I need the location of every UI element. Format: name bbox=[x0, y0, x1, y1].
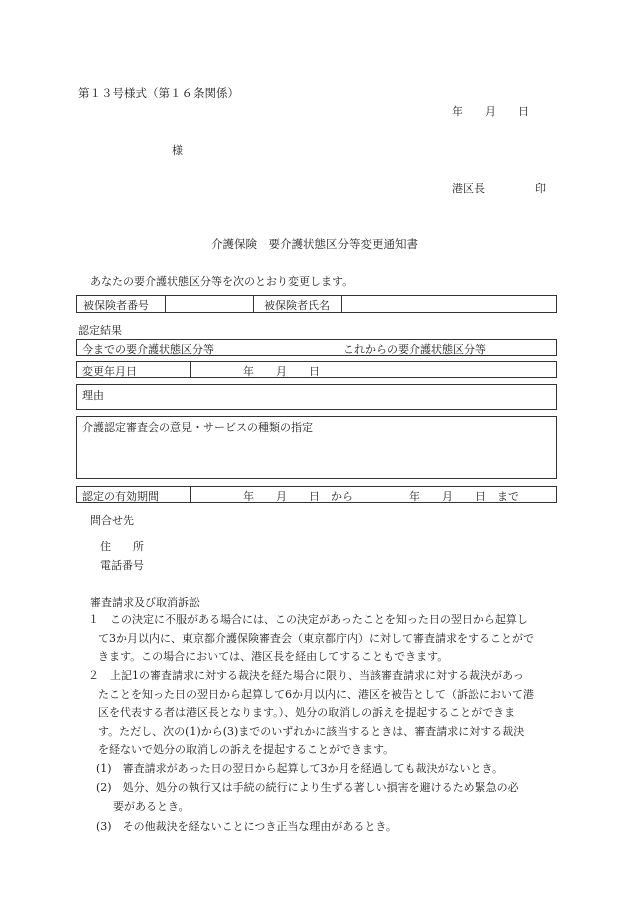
change-date-label: 変更年月日 bbox=[82, 365, 137, 378]
address-label: 住 所 bbox=[100, 540, 144, 553]
item2-line: 要があるとき。 bbox=[113, 799, 190, 813]
validity-from: 年 月 日 から bbox=[243, 490, 353, 503]
item2-line: (2) 処分、処分の執行又は手続の続行により生ずる著しい損害を避けるため緊急の必 bbox=[96, 781, 519, 794]
appeal-para-2 bbox=[88, 667, 534, 760]
para1-line: １ この決定に不服がある場合には、この決定があったことを知った日の翌日から起算し bbox=[88, 613, 528, 626]
insured-name-label: 被保険者氏名 bbox=[264, 299, 330, 312]
change-date-value: 年 月 日 bbox=[243, 365, 320, 378]
opinion-label: 介護認定審査会の意見・サービスの種類の指定 bbox=[82, 421, 313, 434]
validity-label: 認定の有効期間 bbox=[82, 490, 159, 503]
para2-line: を経ないで処分の取消しの訴えを提起することができます。 bbox=[98, 743, 395, 756]
validity-to: 年 月 日 まで bbox=[409, 490, 519, 503]
contact-heading: 問合せ先 bbox=[90, 514, 134, 527]
change-date-row bbox=[76, 361, 557, 378]
prev-level-label: 今までの要介護状態区分等 bbox=[82, 343, 214, 356]
intro-text: あなたの要介護状態区分等を次のとおり変更します。 bbox=[90, 275, 354, 288]
form-number: 第１３号様式（第１６条関係） bbox=[78, 86, 239, 100]
new-level-label: これからの要介護状態区分等 bbox=[343, 343, 486, 356]
appeal-heading: 審査請求及び取消訴訟 bbox=[90, 596, 200, 609]
issuer: 港区長 bbox=[452, 182, 485, 195]
insured-number-label: 被保険者番号 bbox=[83, 299, 149, 312]
para2-line: たことを知った日の翌日から起算して6か月以内に、港区を被告として（訴訟において港 bbox=[98, 687, 534, 701]
appeal-para-1 bbox=[88, 611, 534, 667]
recipient-suffix: 様 bbox=[172, 144, 183, 157]
para2-line: ２ 上記1の審査請求に対する裁決を経た場合に限り、当該審査請求に対する裁決があっ bbox=[88, 669, 524, 682]
seal: 印 bbox=[535, 182, 546, 195]
level-row bbox=[76, 339, 557, 356]
reason-label: 理由 bbox=[82, 389, 104, 402]
date-line: 年 月 日 bbox=[452, 105, 529, 118]
cert-result-label: 認定結果 bbox=[78, 324, 122, 337]
para1-line: て3か月以内に、東京都介護保険審査会（東京都庁内）に対して審査請求をすることがで bbox=[98, 631, 534, 645]
item-1: (1) 審査請求があった日の翌日から起算して3か月を経過しても裁決がないとき。 bbox=[96, 762, 504, 775]
item-3: (3) その他裁決を経ないことにつき正当な理由があるとき。 bbox=[96, 820, 397, 833]
para1-line: きます。この場合においては、港区長を経由してすることもできます。 bbox=[98, 650, 449, 663]
insured-row bbox=[76, 295, 557, 313]
item-2 bbox=[96, 779, 519, 816]
para2-line: す。ただし、次の(1)から(3)までのいずれかに該当するときは、審査請求に対する裁決 bbox=[98, 724, 525, 738]
reason-box bbox=[76, 384, 557, 410]
phone-label: 電話番号 bbox=[100, 559, 144, 572]
document-title: 介護保険 要介護状態区分等変更通知書 bbox=[211, 237, 418, 251]
validity-row bbox=[76, 486, 557, 503]
para2-line: 区を代表する者は港区長となります。）、処分の取消しの訴えを提起することができま bbox=[98, 706, 516, 719]
opinion-box bbox=[76, 416, 557, 479]
